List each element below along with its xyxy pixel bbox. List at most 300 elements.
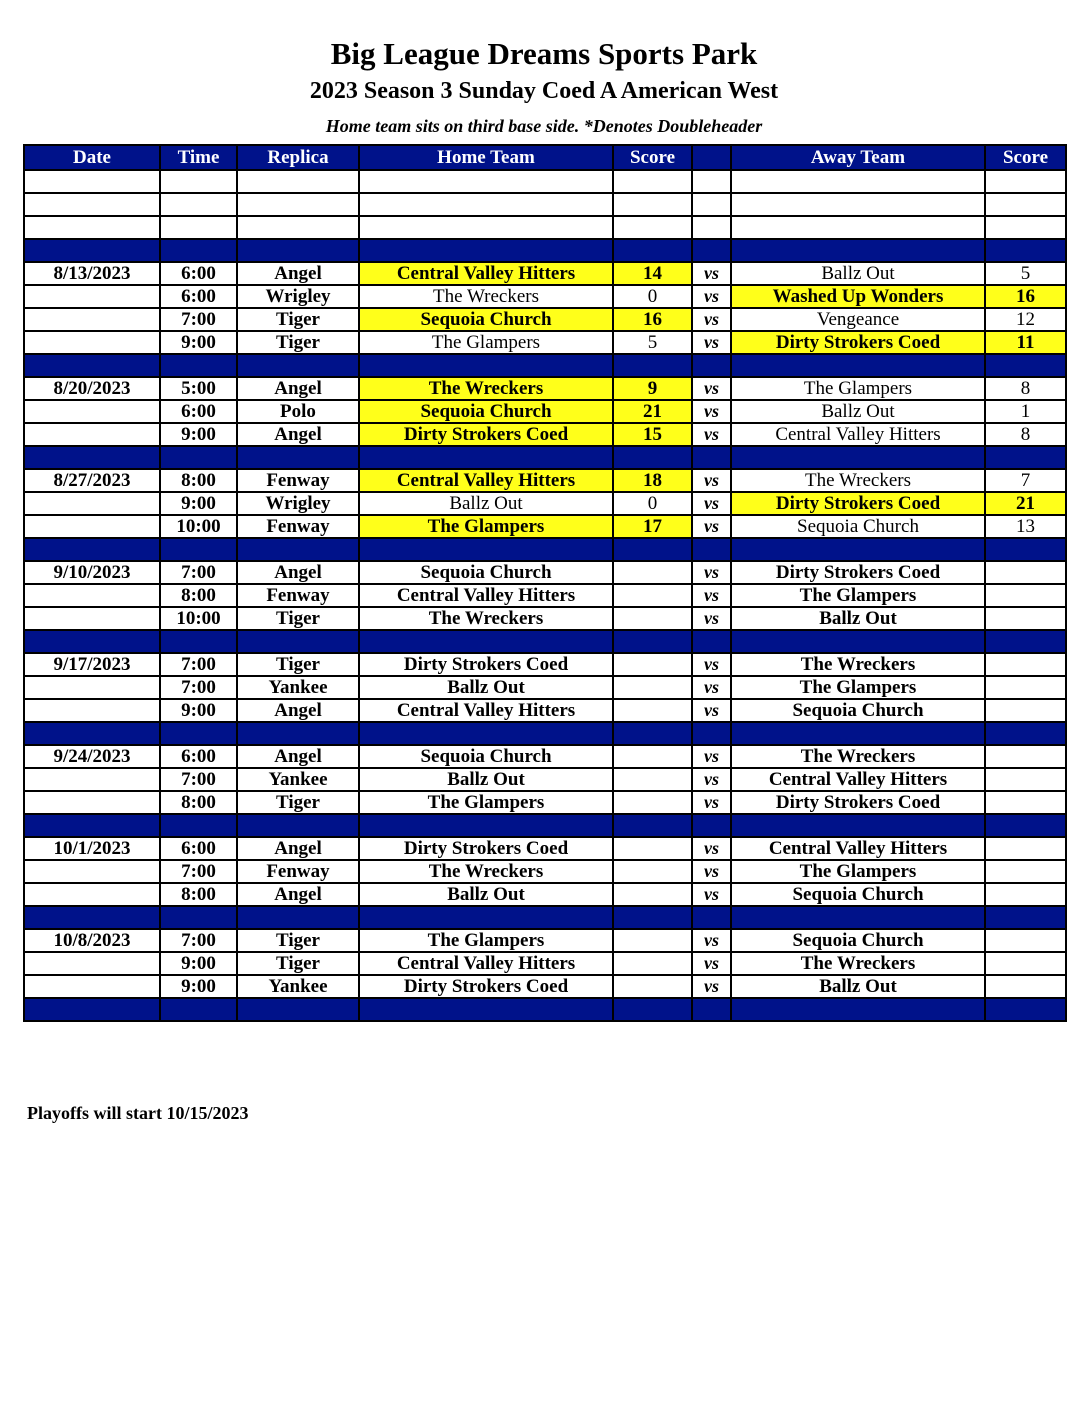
table-row	[24, 216, 1066, 239]
game-date: 10/1/2023	[24, 837, 160, 860]
away-team: The Wreckers	[731, 469, 985, 492]
game-field: Tiger	[237, 308, 359, 331]
game-field: Tiger	[237, 653, 359, 676]
away-score	[985, 193, 1066, 216]
home-score: 5	[613, 331, 692, 354]
separator-cell	[359, 239, 613, 262]
home-team: The Wreckers	[359, 607, 613, 630]
away-score	[985, 216, 1066, 239]
away-team: Dirty Strokers Coed	[731, 791, 985, 814]
table-row	[24, 653, 1066, 676]
vs-label: vs	[692, 768, 731, 791]
game-field: Fenway	[237, 469, 359, 492]
home-team: Central Valley Hitters	[359, 262, 613, 285]
away-team: The Wreckers	[731, 952, 985, 975]
page-subtitle: 2023 Season 3 Sunday Coed A American West	[309, 78, 779, 104]
away-score	[985, 791, 1066, 814]
home-score: 15	[613, 423, 692, 446]
separator-cell	[985, 630, 1066, 653]
away-score: 13	[985, 515, 1066, 538]
game-field	[237, 170, 359, 193]
week-separator-row	[24, 814, 1066, 837]
separator-cell	[692, 446, 731, 469]
separator-cell	[24, 354, 160, 377]
away-score	[985, 975, 1066, 998]
home-team: Central Valley Hitters	[359, 469, 613, 492]
separator-cell	[24, 538, 160, 561]
home-score	[613, 975, 692, 998]
away-score: 11	[985, 331, 1066, 354]
game-date	[24, 883, 160, 906]
away-team: Sequoia Church	[731, 515, 985, 538]
home-team: The Glampers	[359, 331, 613, 354]
vs-label: vs	[692, 607, 731, 630]
vs-label: vs	[692, 975, 731, 998]
separator-cell	[160, 538, 237, 561]
away-team: Ballz Out	[731, 262, 985, 285]
game-date	[24, 975, 160, 998]
home-team: Ballz Out	[359, 676, 613, 699]
column-header-away-score: Score	[985, 145, 1066, 170]
home-score: 16	[613, 308, 692, 331]
separator-cell	[237, 722, 359, 745]
home-score	[613, 193, 692, 216]
home-score	[613, 745, 692, 768]
separator-cell	[731, 630, 985, 653]
page-title: Big League Dreams Sports Park	[330, 36, 758, 71]
separator-cell	[237, 998, 359, 1021]
column-header-time: Time	[160, 145, 237, 170]
game-field: Yankee	[237, 676, 359, 699]
game-field: Angel	[237, 699, 359, 722]
vs-label: vs	[692, 860, 731, 883]
away-team: The Glampers	[731, 860, 985, 883]
home-team: The Glampers	[359, 929, 613, 952]
game-field: Tiger	[237, 791, 359, 814]
separator-cell	[731, 906, 985, 929]
table-row	[24, 515, 1066, 538]
game-field: Angel	[237, 377, 359, 400]
table-row	[24, 883, 1066, 906]
home-score: 18	[613, 469, 692, 492]
separator-cell	[613, 630, 692, 653]
game-time: 8:00	[160, 791, 237, 814]
game-time: 6:00	[160, 837, 237, 860]
game-date	[24, 193, 160, 216]
game-field: Polo	[237, 400, 359, 423]
away-score	[985, 561, 1066, 584]
separator-cell	[359, 906, 613, 929]
away-score: 8	[985, 423, 1066, 446]
away-team: Central Valley Hitters	[731, 768, 985, 791]
game-field	[237, 216, 359, 239]
game-date	[24, 584, 160, 607]
separator-cell	[692, 906, 731, 929]
separator-cell	[985, 239, 1066, 262]
home-team: The Wreckers	[359, 377, 613, 400]
home-score	[613, 607, 692, 630]
separator-cell	[359, 814, 613, 837]
game-date	[24, 423, 160, 446]
table-row	[24, 699, 1066, 722]
vs-label: vs	[692, 331, 731, 354]
game-field: Angel	[237, 745, 359, 768]
home-score: 0	[613, 492, 692, 515]
game-time: 6:00	[160, 285, 237, 308]
vs-label: vs	[692, 699, 731, 722]
away-score	[985, 929, 1066, 952]
table-row	[24, 262, 1066, 285]
away-team	[731, 216, 985, 239]
home-score	[613, 653, 692, 676]
week-separator-row	[24, 354, 1066, 377]
table-row	[24, 308, 1066, 331]
table-row	[24, 768, 1066, 791]
away-team: Dirty Strokers Coed	[731, 561, 985, 584]
home-team: Dirty Strokers Coed	[359, 975, 613, 998]
away-team: Dirty Strokers Coed	[731, 331, 985, 354]
away-team: Central Valley Hitters	[731, 423, 985, 446]
game-time: 6:00	[160, 262, 237, 285]
game-date	[24, 492, 160, 515]
game-time: 9:00	[160, 699, 237, 722]
home-team: Ballz Out	[359, 492, 613, 515]
separator-cell	[160, 446, 237, 469]
separator-cell	[731, 538, 985, 561]
game-date: 9/24/2023	[24, 745, 160, 768]
column-header-date: Date	[24, 145, 160, 170]
home-score	[613, 170, 692, 193]
away-team: Washed Up Wonders	[731, 285, 985, 308]
home-score: 17	[613, 515, 692, 538]
table-row	[24, 170, 1066, 193]
away-score: 16	[985, 285, 1066, 308]
away-score: 21	[985, 492, 1066, 515]
game-time	[160, 216, 237, 239]
separator-cell	[237, 906, 359, 929]
table-row	[24, 837, 1066, 860]
game-field: Angel	[237, 883, 359, 906]
separator-cell	[985, 814, 1066, 837]
home-team: Dirty Strokers Coed	[359, 837, 613, 860]
game-time: 10:00	[160, 607, 237, 630]
vs-label	[692, 193, 731, 216]
away-team: Central Valley Hitters	[731, 837, 985, 860]
separator-cell	[160, 722, 237, 745]
week-separator-row	[24, 630, 1066, 653]
game-field: Yankee	[237, 768, 359, 791]
table-row	[24, 193, 1066, 216]
separator-cell	[237, 446, 359, 469]
game-field: Tiger	[237, 331, 359, 354]
game-time: 5:00	[160, 377, 237, 400]
home-team: Sequoia Church	[359, 400, 613, 423]
away-score	[985, 699, 1066, 722]
separator-cell	[160, 998, 237, 1021]
away-score: 12	[985, 308, 1066, 331]
game-time	[160, 170, 237, 193]
away-team: Ballz Out	[731, 975, 985, 998]
home-score	[613, 676, 692, 699]
game-date	[24, 331, 160, 354]
game-date	[24, 170, 160, 193]
vs-label: vs	[692, 308, 731, 331]
game-field: Wrigley	[237, 285, 359, 308]
separator-cell	[237, 239, 359, 262]
home-team: Central Valley Hitters	[359, 699, 613, 722]
home-score	[613, 929, 692, 952]
away-score	[985, 745, 1066, 768]
separator-cell	[731, 354, 985, 377]
table-row	[24, 469, 1066, 492]
home-score	[613, 952, 692, 975]
vs-label: vs	[692, 423, 731, 446]
away-team: The Glampers	[731, 676, 985, 699]
home-team: The Wreckers	[359, 285, 613, 308]
game-date	[24, 860, 160, 883]
home-team: Sequoia Church	[359, 308, 613, 331]
week-separator-row	[24, 998, 1066, 1021]
game-time: 9:00	[160, 423, 237, 446]
separator-cell	[359, 446, 613, 469]
table-row	[24, 331, 1066, 354]
week-separator-row	[24, 446, 1066, 469]
vs-label: vs	[692, 492, 731, 515]
game-date	[24, 515, 160, 538]
away-score	[985, 768, 1066, 791]
home-score	[613, 768, 692, 791]
away-score: 5	[985, 262, 1066, 285]
game-date	[24, 308, 160, 331]
home-score	[613, 791, 692, 814]
separator-cell	[731, 722, 985, 745]
away-score	[985, 860, 1066, 883]
vs-label: vs	[692, 469, 731, 492]
game-field: Fenway	[237, 515, 359, 538]
separator-cell	[731, 998, 985, 1021]
game-date	[24, 952, 160, 975]
separator-cell	[359, 998, 613, 1021]
table-row	[24, 285, 1066, 308]
separator-cell	[692, 354, 731, 377]
separator-cell	[692, 538, 731, 561]
vs-label: vs	[692, 561, 731, 584]
table-row	[24, 492, 1066, 515]
separator-cell	[359, 354, 613, 377]
away-score: 1	[985, 400, 1066, 423]
separator-cell	[985, 722, 1066, 745]
game-date	[24, 216, 160, 239]
home-team: Ballz Out	[359, 768, 613, 791]
separator-cell	[985, 998, 1066, 1021]
home-score	[613, 584, 692, 607]
separator-cell	[24, 239, 160, 262]
vs-label: vs	[692, 515, 731, 538]
game-time: 9:00	[160, 952, 237, 975]
home-score: 14	[613, 262, 692, 285]
game-time: 8:00	[160, 584, 237, 607]
separator-cell	[359, 722, 613, 745]
home-team: The Glampers	[359, 791, 613, 814]
separator-cell	[985, 354, 1066, 377]
game-time: 7:00	[160, 561, 237, 584]
schedule-table	[23, 144, 1067, 1022]
separator-cell	[613, 814, 692, 837]
table-row	[24, 607, 1066, 630]
away-score	[985, 676, 1066, 699]
vs-label: vs	[692, 285, 731, 308]
separator-cell	[237, 354, 359, 377]
game-field: Angel	[237, 423, 359, 446]
home-team: The Wreckers	[359, 860, 613, 883]
column-header-away-team: Away Team	[731, 145, 985, 170]
game-field	[237, 193, 359, 216]
game-time: 7:00	[160, 929, 237, 952]
separator-cell	[160, 630, 237, 653]
home-team	[359, 170, 613, 193]
game-date: 8/27/2023	[24, 469, 160, 492]
vs-label	[692, 216, 731, 239]
home-team	[359, 193, 613, 216]
table-header-row	[24, 145, 1066, 170]
separator-cell	[692, 630, 731, 653]
away-score	[985, 952, 1066, 975]
game-date: 8/20/2023	[24, 377, 160, 400]
table-row	[24, 791, 1066, 814]
game-time: 7:00	[160, 676, 237, 699]
separator-cell	[237, 538, 359, 561]
away-score	[985, 837, 1066, 860]
away-score	[985, 584, 1066, 607]
week-separator-row	[24, 906, 1066, 929]
game-date	[24, 791, 160, 814]
away-score	[985, 170, 1066, 193]
table-row	[24, 561, 1066, 584]
separator-cell	[731, 239, 985, 262]
table-row	[24, 400, 1066, 423]
vs-label: vs	[692, 653, 731, 676]
week-separator-row	[24, 239, 1066, 262]
game-field: Tiger	[237, 952, 359, 975]
away-score	[985, 883, 1066, 906]
separator-cell	[24, 998, 160, 1021]
separator-cell	[613, 239, 692, 262]
away-team	[731, 170, 985, 193]
vs-label: vs	[692, 676, 731, 699]
home-score	[613, 860, 692, 883]
separator-cell	[359, 538, 613, 561]
home-team: Sequoia Church	[359, 745, 613, 768]
game-time: 10:00	[160, 515, 237, 538]
separator-cell	[731, 446, 985, 469]
game-date: 8/13/2023	[24, 262, 160, 285]
away-team: The Wreckers	[731, 745, 985, 768]
table-row	[24, 584, 1066, 607]
separator-cell	[24, 446, 160, 469]
away-team: Sequoia Church	[731, 883, 985, 906]
game-field: Angel	[237, 561, 359, 584]
vs-label: vs	[692, 262, 731, 285]
separator-cell	[24, 630, 160, 653]
game-time: 8:00	[160, 469, 237, 492]
separator-cell	[985, 446, 1066, 469]
week-separator-row	[24, 722, 1066, 745]
game-field: Yankee	[237, 975, 359, 998]
separator-cell	[160, 354, 237, 377]
game-date: 9/17/2023	[24, 653, 160, 676]
table-row	[24, 860, 1066, 883]
column-header-home-team: Home Team	[359, 145, 613, 170]
separator-cell	[692, 998, 731, 1021]
separator-cell	[613, 446, 692, 469]
home-score: 21	[613, 400, 692, 423]
away-score	[985, 607, 1066, 630]
table-row	[24, 676, 1066, 699]
game-time: 7:00	[160, 860, 237, 883]
table-row	[24, 952, 1066, 975]
home-team	[359, 216, 613, 239]
home-score	[613, 216, 692, 239]
table-row	[24, 975, 1066, 998]
game-field: Fenway	[237, 860, 359, 883]
separator-cell	[237, 814, 359, 837]
game-field: Wrigley	[237, 492, 359, 515]
separator-cell	[985, 538, 1066, 561]
separator-cell	[692, 239, 731, 262]
game-date	[24, 607, 160, 630]
home-team: Dirty Strokers Coed	[359, 653, 613, 676]
separator-cell	[24, 722, 160, 745]
separator-cell	[613, 354, 692, 377]
away-team: Sequoia Church	[731, 699, 985, 722]
column-header-vs	[692, 145, 731, 170]
away-team	[731, 193, 985, 216]
vs-label: vs	[692, 952, 731, 975]
away-team: Vengeance	[731, 308, 985, 331]
away-score	[985, 653, 1066, 676]
playoffs-note: Playoffs will start 10/15/2023	[27, 1103, 249, 1123]
separator-cell	[613, 906, 692, 929]
vs-label: vs	[692, 745, 731, 768]
home-team: Central Valley Hitters	[359, 952, 613, 975]
away-team: The Glampers	[731, 584, 985, 607]
game-field: Angel	[237, 837, 359, 860]
game-date	[24, 768, 160, 791]
separator-cell	[160, 906, 237, 929]
separator-cell	[24, 814, 160, 837]
column-header-replica: Replica	[237, 145, 359, 170]
away-score: 8	[985, 377, 1066, 400]
vs-label: vs	[692, 837, 731, 860]
game-field: Tiger	[237, 929, 359, 952]
home-score: 9	[613, 377, 692, 400]
separator-cell	[160, 814, 237, 837]
separator-cell	[160, 239, 237, 262]
game-date	[24, 699, 160, 722]
vs-label: vs	[692, 929, 731, 952]
vs-label	[692, 170, 731, 193]
table-row	[24, 929, 1066, 952]
away-team: Sequoia Church	[731, 929, 985, 952]
separator-cell	[237, 630, 359, 653]
vs-label: vs	[692, 584, 731, 607]
game-time: 6:00	[160, 745, 237, 768]
away-team: Dirty Strokers Coed	[731, 492, 985, 515]
separator-cell	[692, 814, 731, 837]
home-team: Central Valley Hitters	[359, 584, 613, 607]
game-time	[160, 193, 237, 216]
vs-label: vs	[692, 400, 731, 423]
